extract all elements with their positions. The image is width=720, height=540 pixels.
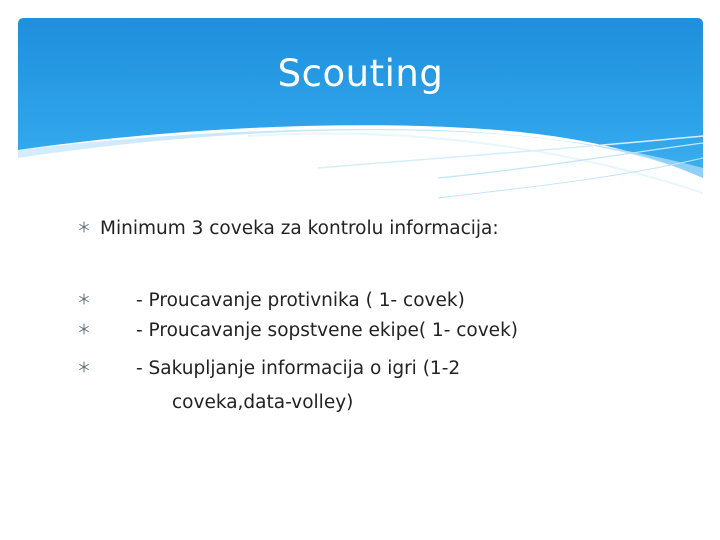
slide-title: Scouting — [277, 52, 444, 95]
bullet-text: - Proucavanje protivnika ( 1- covek) — [136, 290, 465, 311]
bullet-text: Minimum 3 coveka za kontrolu informacija: — [100, 218, 499, 239]
bullet-continuation-text: coveka,data-volley) — [172, 392, 354, 413]
asterisk-bullet-icon — [78, 221, 90, 233]
asterisk-bullet-icon — [78, 361, 90, 373]
bullet-text: - Sakupljanje informacija o igri (1-2 — [136, 358, 461, 379]
title-banner — [18, 18, 703, 200]
asterisk-bullet-icon — [78, 293, 90, 305]
banner-background — [18, 18, 703, 200]
asterisk-bullet-icon — [78, 323, 90, 335]
bullet-text: - Proucavanje sopstvene ekipe( 1- covek) — [136, 320, 518, 341]
